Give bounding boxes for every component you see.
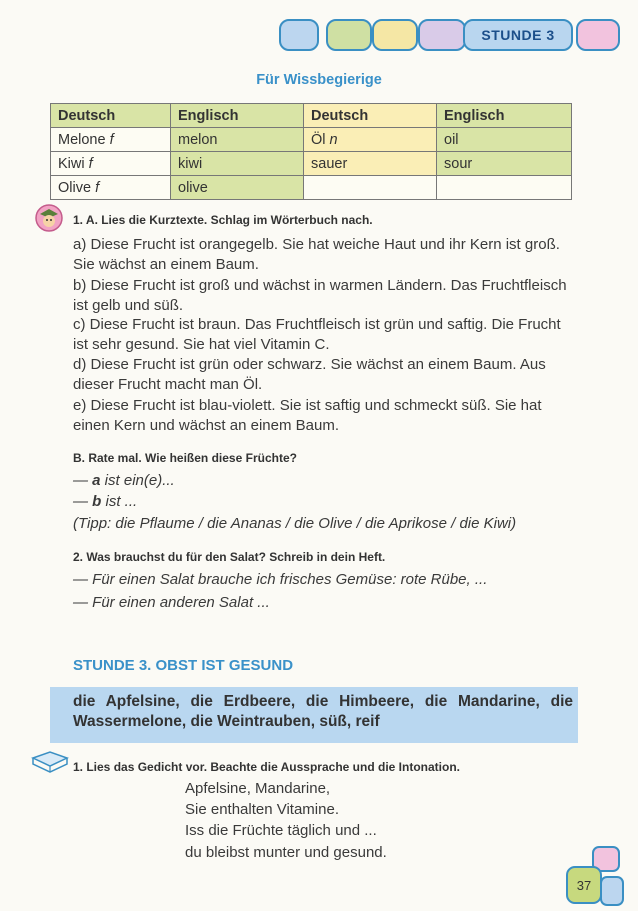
table-cell: Olive f	[51, 176, 171, 200]
tip-text: (Tipp: die Pflaume / die Ananas / die Olive / die Aprikose / die Kiwi)	[73, 515, 517, 532]
col-header: Deutsch	[304, 104, 437, 128]
vocab-table-header	[51, 104, 572, 128]
answer-line-a: — a ist ein(e)...	[73, 472, 175, 489]
table-cell: sauer	[304, 152, 437, 176]
header-tab-blue	[279, 19, 319, 51]
task1-paragraph-b: b) Diese Frucht ist groß und wächst in warmen Ländern. Das Fruchtfleisch ist gelb und süß.	[73, 277, 567, 314]
table-cell	[437, 176, 572, 200]
col-header: Englisch	[171, 104, 304, 128]
table-cell: oil	[437, 128, 572, 152]
answer-line-b: — b ist ...	[73, 493, 138, 510]
table-row	[51, 152, 572, 176]
lesson-badge: STUNDE 3	[463, 19, 573, 51]
task1-paragraph-c: c) Diese Frucht ist braun. Das Fruchtfleisch ist grün und saftig. Die Frucht ist sehr gesund. Sie hat viel Vitamin C.	[73, 316, 561, 353]
task2-heading: 2. Was brauchst du für den Salat? Schreib in dein Heft.	[73, 550, 386, 564]
page-number: 37	[566, 866, 602, 904]
task1b-heading: B. Rate mal. Wie heißen diese Früchte?	[73, 451, 297, 465]
header-tab-green	[326, 19, 372, 51]
table-cell: Öl n	[304, 128, 437, 152]
corner-tab-blue	[600, 876, 624, 906]
table-cell: melon	[171, 128, 304, 152]
header-tab-pink	[576, 19, 620, 51]
task1-paragraph-a: a) Diese Frucht ist orangegelb. Sie hat weiche Haut und ihr Kern ist groß. Sie wächst an einem Baum.	[73, 236, 560, 273]
table-row	[51, 128, 572, 152]
section-title: Für Wissbegierige	[256, 72, 382, 88]
table-cell: olive	[171, 176, 304, 200]
vocab-table	[50, 103, 572, 200]
poem-line: Sie enthalten Vitamine.	[185, 801, 339, 818]
poem-line: Iss die Früchte täglich und ...	[185, 822, 377, 839]
table-cell: kiwi	[171, 152, 304, 176]
lesson-heading: STUNDE 3. OBST IST GESUND	[73, 657, 294, 674]
task3-heading: 1. Lies das Gedicht vor. Beachte die Aussprache und die Intonation.	[73, 760, 460, 774]
header-tab-purple	[418, 19, 466, 51]
col-header: Deutsch	[51, 104, 171, 128]
task2-line-2: — Für einen anderen Salat ...	[73, 594, 270, 611]
book-icon	[30, 748, 70, 776]
student-icon	[34, 203, 64, 233]
task1-paragraph-e: e) Diese Frucht ist blau-violett. Sie ist saftig und schmeckt süß. Sie hat einen Kern und wächst an einem Baum.	[73, 397, 542, 434]
task1-paragraph-d: d) Diese Frucht ist grün oder schwarz. Sie wächst an einem Baum. Aus dieser Frucht macht man Öl.	[73, 356, 546, 393]
poem-line: Apfelsine, Mandarine,	[185, 780, 331, 797]
header-tab-yellow	[372, 19, 418, 51]
task1-heading: 1. A. Lies die Kurztexte. Schlag im Wörterbuch nach.	[73, 213, 373, 227]
table-row	[51, 176, 572, 200]
table-cell: Kiwi f	[51, 152, 171, 176]
poem-line: du bleibst munter und gesund.	[185, 844, 387, 861]
task2-line-1: — Für einen Salat brauche ich frisches Gemüse: rote Rübe, ...	[73, 571, 488, 588]
table-cell: sour	[437, 152, 572, 176]
col-header: Englisch	[437, 104, 572, 128]
vocabulary-text: die Apfelsine, die Erdbeere, die Himbeere, die Mandarine, die Wassermelone, die Weintrauben, süß, reif	[73, 693, 573, 730]
table-cell	[304, 176, 437, 200]
table-cell: Melone f	[51, 128, 171, 152]
